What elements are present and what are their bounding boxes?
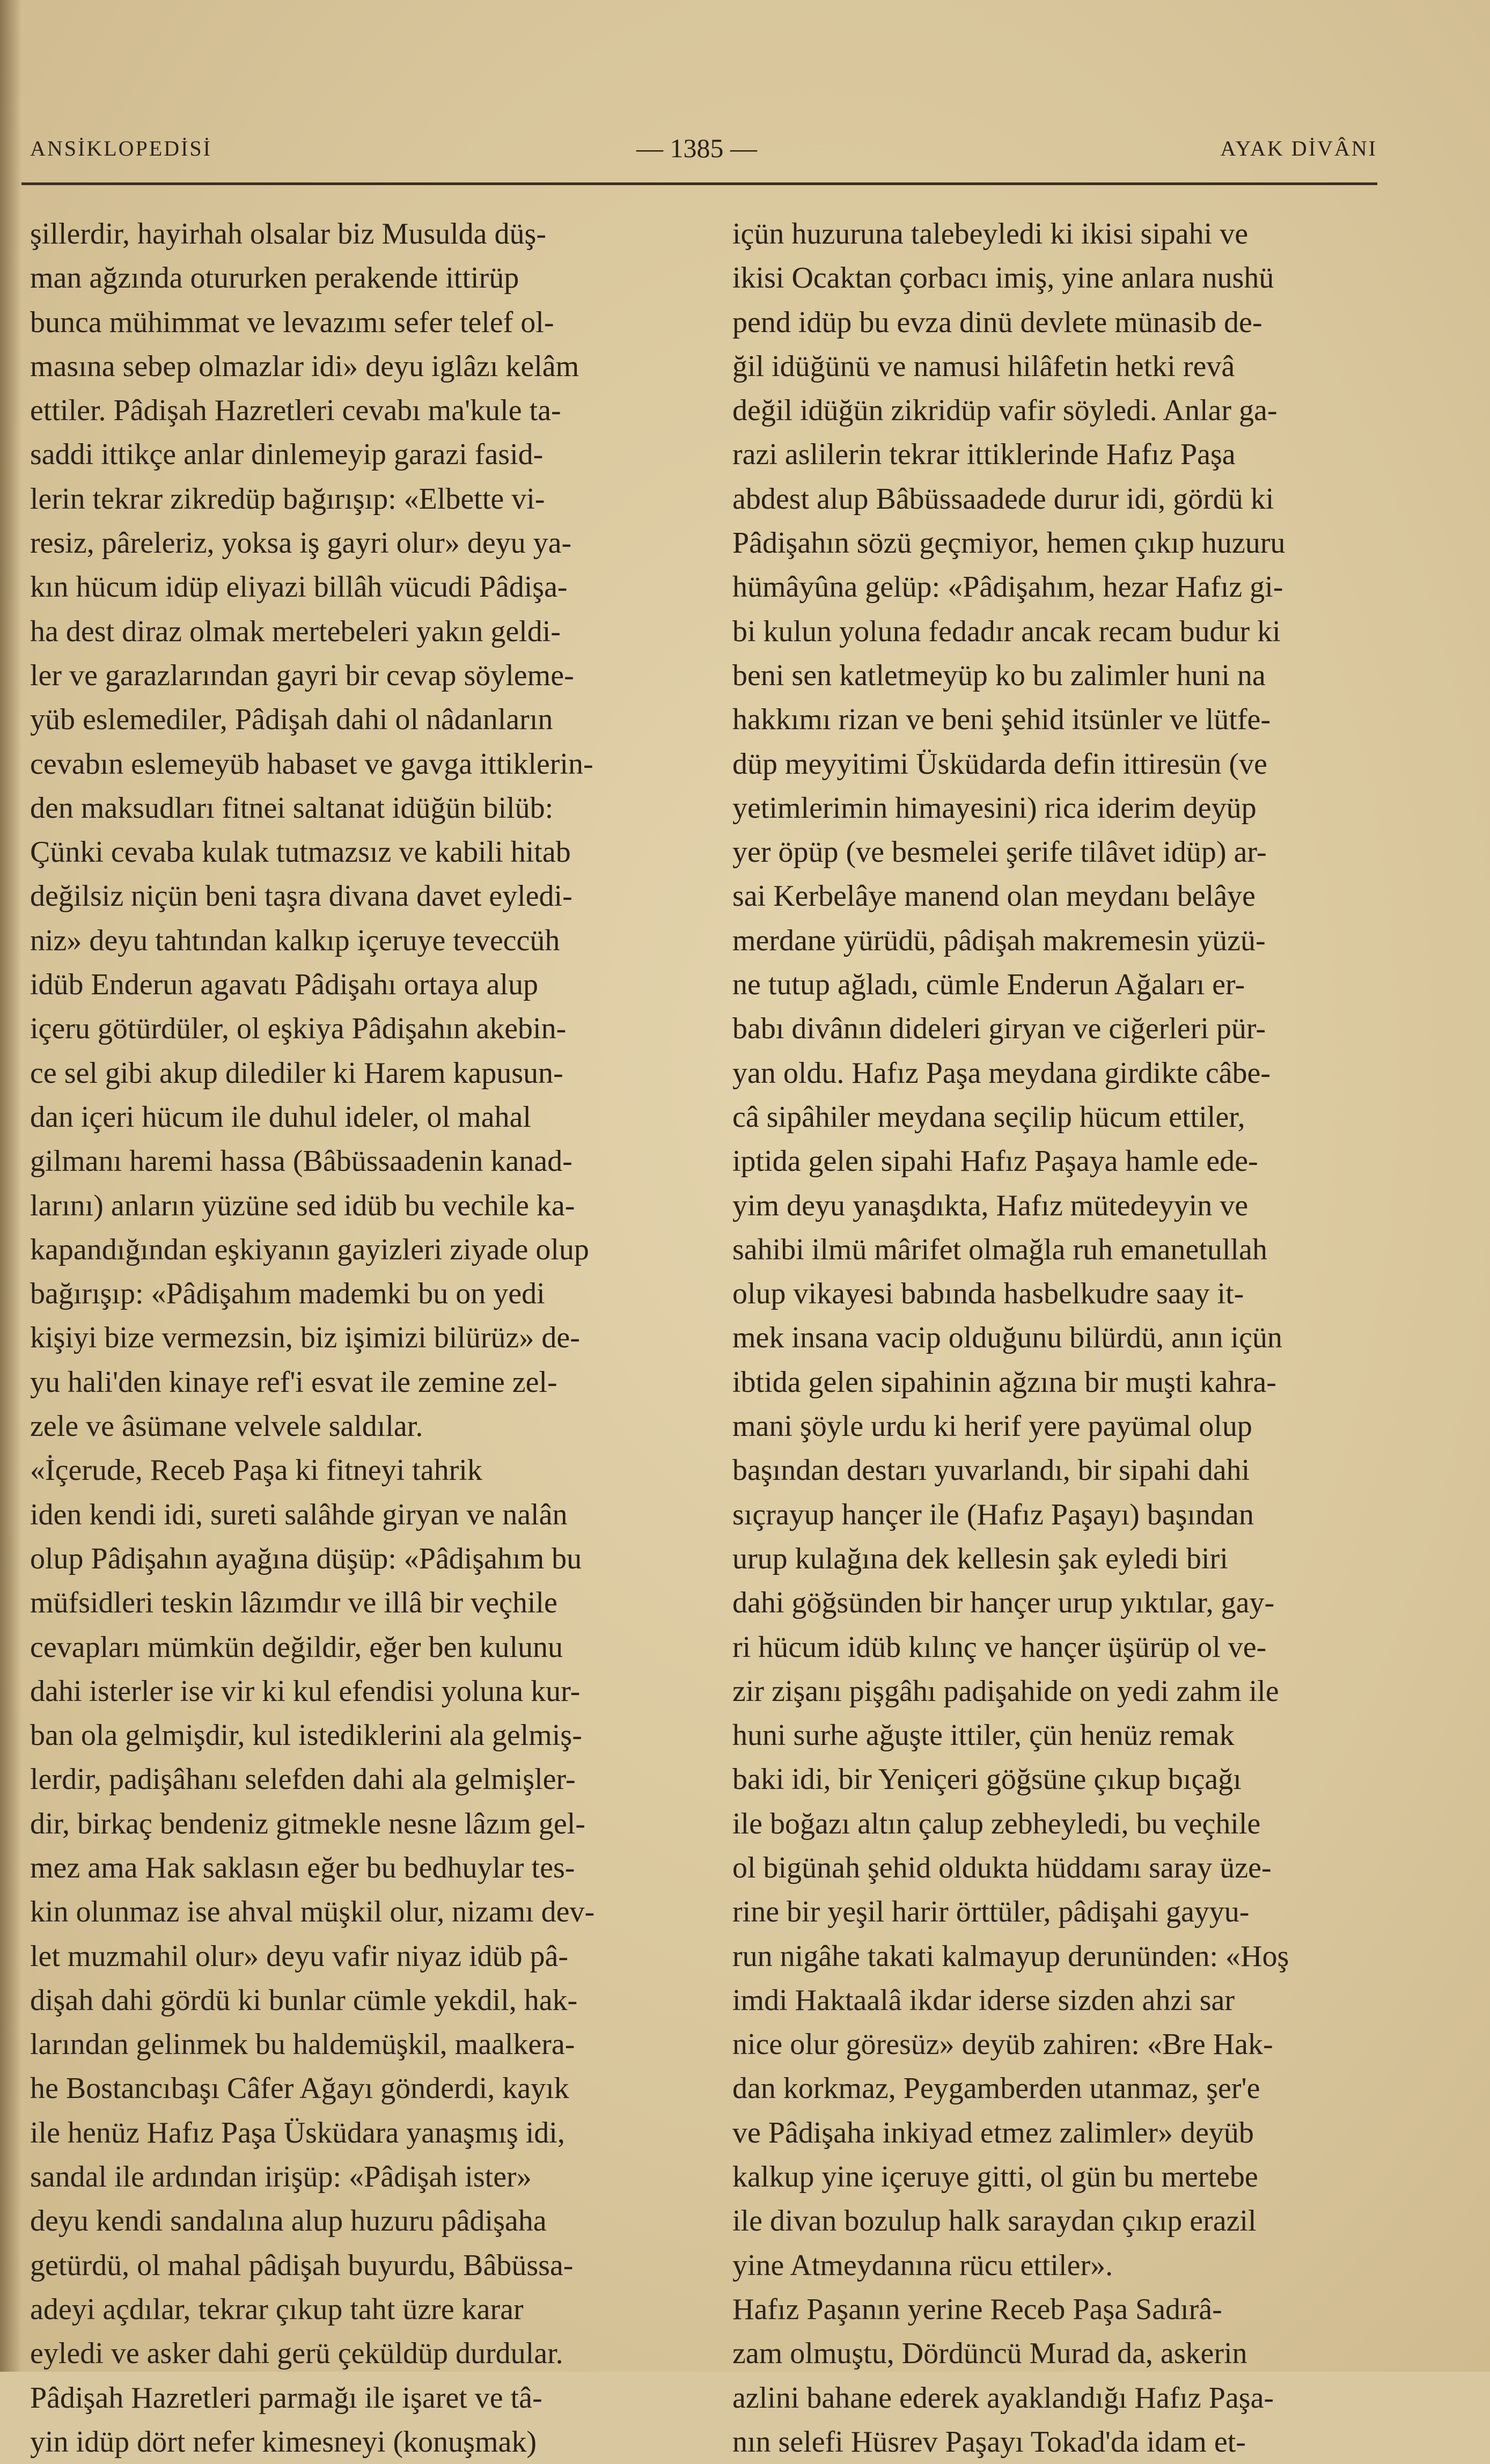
text-line: ğil idüğünü ve namusi hilâfetin hetki revâ: [732, 349, 1235, 383]
text-line: razi aslilerin tekrar ittiklerinde Hafız Paşa: [732, 438, 1236, 472]
text-line: imdi Haktaalâ ikdar iderse sizden ahzi sar: [732, 1983, 1235, 2017]
text-line: let muzmahil olur» deyu vafir niyaz idüb pâ-: [30, 1939, 569, 1973]
text-line: sandal ile ardından irişüp: «Pâdişah ister»: [30, 2160, 532, 2194]
text-line: ha dest diraz olmak mertebeleri yakın geldi-: [30, 614, 561, 648]
text-line: ile boğazı altın çalup zebheyledi, bu veçhile: [732, 1807, 1261, 1840]
text-line: man ağzında otururken perakende ittirüp: [30, 261, 519, 295]
text-line: yin idüp dört nefer kimesneyi (konuşmak): [30, 2425, 537, 2459]
left-text-column: [30, 212, 669, 2464]
text-line: dişah dahi gördü ki bunlar cümle yekdil, hak-: [30, 1983, 578, 2017]
text-line: zele ve âsümane velvele saldılar.: [30, 1410, 423, 1443]
text-line: dahi göğsünden bir hançer urup yıktılar, gay-: [732, 1586, 1275, 1620]
header-rule: [21, 182, 1377, 185]
text-line: yetimlerimin himayesini) rica iderim deyüp: [732, 791, 1257, 825]
text-line: iptida gelen sipahi Hafız Paşaya hamle ede-: [732, 1145, 1258, 1178]
text-line: dahi isterler ise vir ki kul efendisi yoluna kur-: [30, 1674, 581, 1708]
text-line: nice olur göresüz» deyüb zahiren: «Bre Hak-: [732, 2028, 1273, 2062]
text-line: azlini bahane ederek ayaklandığı Hafız Paşa-: [732, 2381, 1274, 2415]
text-line: ol bigünah şehid oldukta hüddamı saray üze-: [732, 1851, 1272, 1884]
page-binding-shadow: [0, 0, 21, 2372]
text-line: deyu kendi sandalına alup huzuru pâdişaha: [30, 2204, 547, 2238]
text-line: mek insana vacip olduğunu bilürdü, anın içün: [732, 1321, 1282, 1355]
text-line: düp meyyitimi Üsküdarda defin ittiresün (ve: [732, 747, 1267, 781]
text-line: içün huzuruna talebeyledi ki ikisi sipahi ve: [732, 217, 1249, 251]
text-line: yer öpüp (ve besmelei şerife tilâvet idüp) ar-: [732, 835, 1267, 869]
text-line: yine Atmeydanına rücu ettiler».: [732, 2248, 1113, 2282]
text-line: şillerdir, hayirhah olsalar biz Musulda düş-: [30, 217, 546, 251]
text-line: beni sen katletmeyüp ko bu zalimler huni na: [732, 658, 1266, 692]
right-text-column: [732, 212, 1376, 2464]
text-line: babı divânın dideleri giryan ve ciğerleri pür-: [732, 1012, 1266, 1046]
header-left-title: ANSİKLOPEDİSİ: [30, 136, 212, 160]
text-line: abdest alup Bâbüssaadede durur idi, gördü ki: [732, 482, 1274, 516]
text-line: olup vikayesi babında hasbelkudre saay it-: [732, 1277, 1244, 1311]
text-line: adeyi açdılar, tekrar çıkup taht üzre karar: [30, 2292, 524, 2326]
text-line: Pâdişah Hazretleri parmağı ile işaret ve tâ-: [30, 2381, 542, 2415]
text-line: yu hali'den kinaye ref'i esvat ile zemine zel-: [30, 1365, 557, 1399]
text-line: sıçrayup hançer ile (Hafız Paşayı) başından: [732, 1498, 1254, 1531]
text-line: getürdü, ol mahal pâdişah buyurdu, Bâbüssa-: [30, 2248, 574, 2282]
text-line: hakkımı rizan ve beni şehid itsünler ve lütfe-: [732, 703, 1271, 737]
text-line: sahibi ilmü mârifet olmağla ruh emanetullah: [732, 1233, 1267, 1266]
text-line: dan korkmaz, Peygamberden utanmaz, şer'e: [732, 2072, 1260, 2106]
text-line: bağırışıp: «Pâdişahım mademki bu on yedi: [30, 1277, 545, 1311]
text-line: gilmanı haremi hassa (Bâbüssaadenin kanad-: [30, 1145, 572, 1178]
text-line: ve Pâdişaha inkiyad etmez zalimler» deyüb: [732, 2116, 1254, 2150]
text-line: kapandığından eşkiyanın gayizleri ziyade olup: [30, 1233, 589, 1266]
text-line: ri hücum idüb kılınç ve hançer üşürüp ol ve-: [732, 1630, 1267, 1664]
text-line: hümâyûna gelüp: «Pâdişahım, hezar Hafız gi-: [732, 570, 1283, 604]
text-line: niz» deyu tahtından kalkıp içeruye teveccüh: [30, 923, 560, 957]
text-line: sai Kerbelâye manend olan meydanı belâye: [732, 879, 1256, 913]
text-line: kin olunmaz ise ahval müşkil olur, nizamı dev-: [30, 1895, 595, 1929]
text-line: huni surhe ağuşte ittiler, çün henüz remak: [732, 1719, 1235, 1752]
text-line: Hafız Paşanın yerine Receb Paşa Sadırâ-: [732, 2292, 1222, 2326]
text-line: larını) anların yüzüne sed idüb bu vechile ka-: [30, 1189, 575, 1222]
text-line: eyledi ve asker dahi gerü çeküldüp durdular.: [30, 2337, 563, 2371]
text-line: he Bostancıbaşı Câfer Ağayı gönderdi, kayık: [30, 2072, 569, 2106]
text-line: ettiler. Pâdişah Hazretleri cevabı ma'kule ta-: [30, 394, 561, 428]
text-line: pend idüp bu evza dinü devlete münasib de-: [732, 305, 1263, 339]
running-header: [30, 126, 1377, 174]
text-line: kişiyi bize vermezsin, biz işimizi bilürüz» de-: [30, 1321, 580, 1355]
text-line: değilsiz niçün beni taşra divana davet eyledi-: [30, 879, 572, 913]
text-line: yan oldu. Hafız Paşa meydana girdikte câbe-: [732, 1056, 1271, 1090]
text-line: idüb Enderun agavatı Pâdişahı ortaya alup: [30, 968, 539, 1002]
text-line: lerin tekrar zikredüp bağırışıp: «Elbette vi-: [30, 482, 545, 516]
text-line: kın hücum idüp eliyazi billâh vücudi Pâdişa-: [30, 570, 568, 604]
text-line: dir, birkaç bendeniz gitmekle nesne lâzım gel-: [30, 1807, 585, 1840]
text-line: yim deyu yanaşdıkta, Hafız mütedeyyin ve: [732, 1189, 1249, 1222]
text-line: «İçerude, Receb Paşa ki fitneyi tahrik: [30, 1454, 482, 1487]
text-line: câ sipâhiler meydana seçilip hücum ettiler,: [732, 1100, 1245, 1134]
text-line: den maksudları fitnei saltanat idüğün bilüb:: [30, 791, 554, 825]
text-line: ile divan bozulup halk saraydan çıkıp erazil: [732, 2204, 1257, 2238]
text-line: yüb eslemediler, Pâdişah dahi ol nâdanların: [30, 703, 553, 737]
text-line: zam olmuştu, Dördüncü Murad da, askerin: [732, 2337, 1247, 2371]
text-line: mani şöyle urdu ki herif yere payümal olup: [732, 1410, 1252, 1443]
page-number: — 1385 —: [636, 133, 757, 163]
text-line: ban ola gelmişdir, kul istediklerini ala gelmiş-: [30, 1719, 582, 1752]
text-line: merdane yürüdü, pâdişah makremesin yüzü-: [732, 923, 1266, 957]
text-line: lerdir, padişâhanı selefden dahi ala gelmişler-: [30, 1763, 576, 1796]
text-line: baki idi, bir Yeniçeri göğsüne çıkup bıçağı: [732, 1763, 1242, 1796]
text-line: larından gelinmek bu haldemüşkil, maalkera-: [30, 2028, 575, 2062]
text-line: ce sel gibi akup dilediler ki Harem kapusun-: [30, 1056, 563, 1090]
text-line: cevabın eslemeyüb habaset ve gavga ittiklerin-: [30, 747, 593, 781]
text-line: başından destarı yuvarlandı, bir sipahi dahi: [732, 1454, 1250, 1487]
text-line: masına sebep olmazlar idi» deyu iglâzı kelâm: [30, 349, 579, 383]
text-line: ler ve garazlarından gayri bir cevap söyleme-: [30, 658, 574, 692]
text-line: iden kendi idi, sureti salâhde giryan ve nalân: [30, 1498, 568, 1531]
text-line: müfsidleri teskin lâzımdır ve illâ bir veçhile: [30, 1586, 557, 1620]
text-line: urup kulağına dek kellesin şak eyledi biri: [732, 1542, 1228, 1575]
text-line: değil idüğün zikridüp vafir söyledi. Anlar ga-: [732, 394, 1278, 428]
text-line: cevapları mümkün değildir, eğer ben kulunu: [30, 1630, 563, 1664]
text-line: resiz, pâreleriz, yoksa iş gayri olur» deyu ya-: [30, 526, 572, 560]
text-line: saddi ittikçe anlar dinlemeyip garazi fasid-: [30, 438, 544, 472]
text-line: kalkup yine içeruye gitti, ol gün bu mertebe: [732, 2160, 1258, 2194]
text-line: ibtida gelen sipahinin ağzına bir muşti kahra-: [732, 1365, 1276, 1399]
text-line: mez ama Hak saklasın eğer bu bedhuylar tes-: [30, 1851, 575, 1884]
text-line: run nigâhe takati kalmayup derunünden: «Hoş: [732, 1939, 1289, 1973]
text-line: nın selefi Hüsrev Paşayı Tokad'da idam et-: [732, 2425, 1246, 2459]
header-right-title: AYAK DİVÂNI: [1220, 136, 1377, 160]
text-line: ikisi Ocaktan çorbacı imiş, yine anlara nushü: [732, 261, 1274, 295]
text-line: ne tutup ağladı, cümle Enderun Ağaları er-: [732, 968, 1245, 1002]
text-line: dan içeri hücum ile duhul ideler, ol mahal: [30, 1100, 531, 1134]
text-line: Çünki cevaba kulak tutmazsız ve kabili hitab: [30, 835, 571, 869]
text-line: rine bir yeşil harir örttüler, pâdişahi gayyu-: [732, 1895, 1250, 1929]
text-line: Pâdişahın sözü geçmiyor, hemen çıkıp huzuru: [732, 526, 1286, 560]
text-line: ile henüz Hafız Paşa Üsküdara yanaşmış idi,: [30, 2116, 565, 2150]
text-line: içeru götürdüler, ol eşkiya Pâdişahın akebin-: [30, 1012, 567, 1046]
text-line: bi kulun yoluna fedadır ancak recam budur ki: [732, 614, 1281, 648]
text-line: olup Pâdişahın ayağına düşüp: «Pâdişahım bu: [30, 1542, 582, 1575]
text-line: bunca mühimmat ve levazımı sefer telef ol-: [30, 305, 554, 339]
text-line: zir zişanı pişgâhı padişahide on yedi zahm ile: [732, 1674, 1279, 1708]
